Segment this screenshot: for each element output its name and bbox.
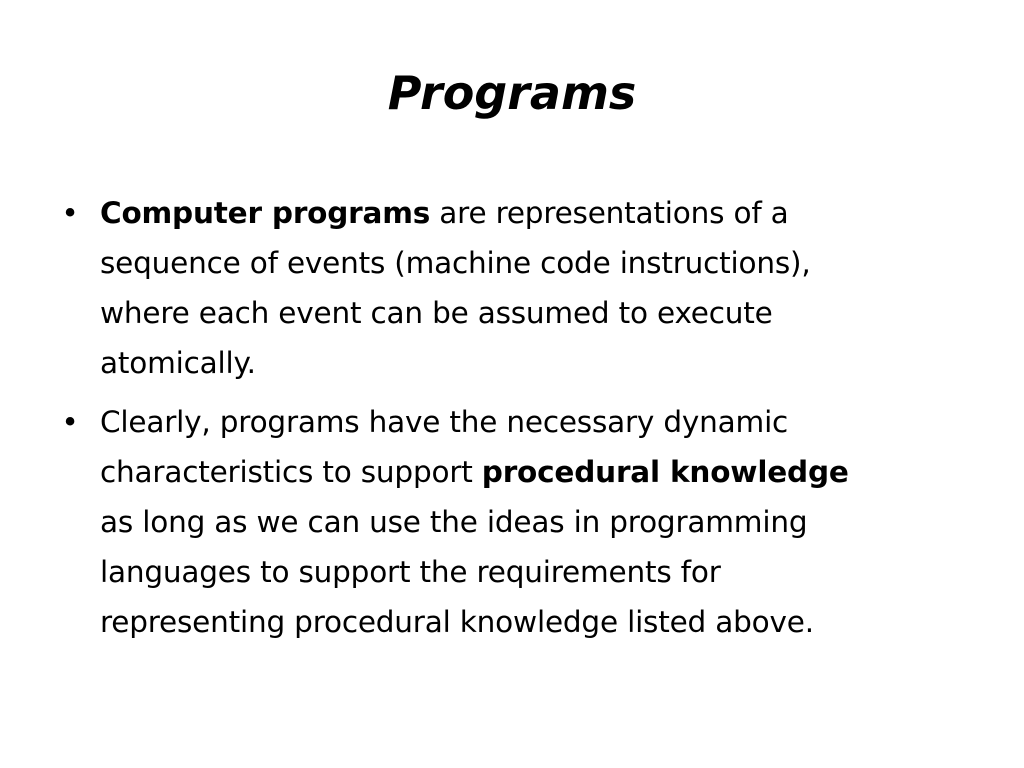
text-line: atomically.: [100, 346, 256, 380]
text-line: [100, 188, 960, 238]
bold-term-procedural-knowledge: procedural knowledge: [481, 455, 849, 489]
bullet-icon: •: [61, 196, 79, 230]
bullet-icon: •: [61, 405, 79, 439]
bullet-item-dynamic-characteristics: [60, 397, 960, 647]
text-line: sequence of events (machine code instructions),: [100, 246, 811, 280]
bullet-item-computer-programs: [60, 188, 960, 388]
text-line: as long as we can use the ideas in programming: [100, 505, 808, 539]
text-line: representing procedural knowledge listed above.: [100, 605, 814, 639]
bullet-list: [60, 188, 960, 656]
text-run: are representations of a: [430, 196, 789, 230]
text-line: Clearly, programs have the necessary dynamic: [100, 405, 789, 439]
text-run: characteristics to support: [100, 455, 482, 489]
slide-title: Programs: [387, 66, 637, 120]
text-line: [100, 447, 960, 497]
text-line: languages to support the requirements for: [100, 555, 721, 589]
bold-term-computer-programs: Computer programs: [100, 196, 431, 230]
text-line: where each event can be assumed to execute: [100, 296, 773, 330]
